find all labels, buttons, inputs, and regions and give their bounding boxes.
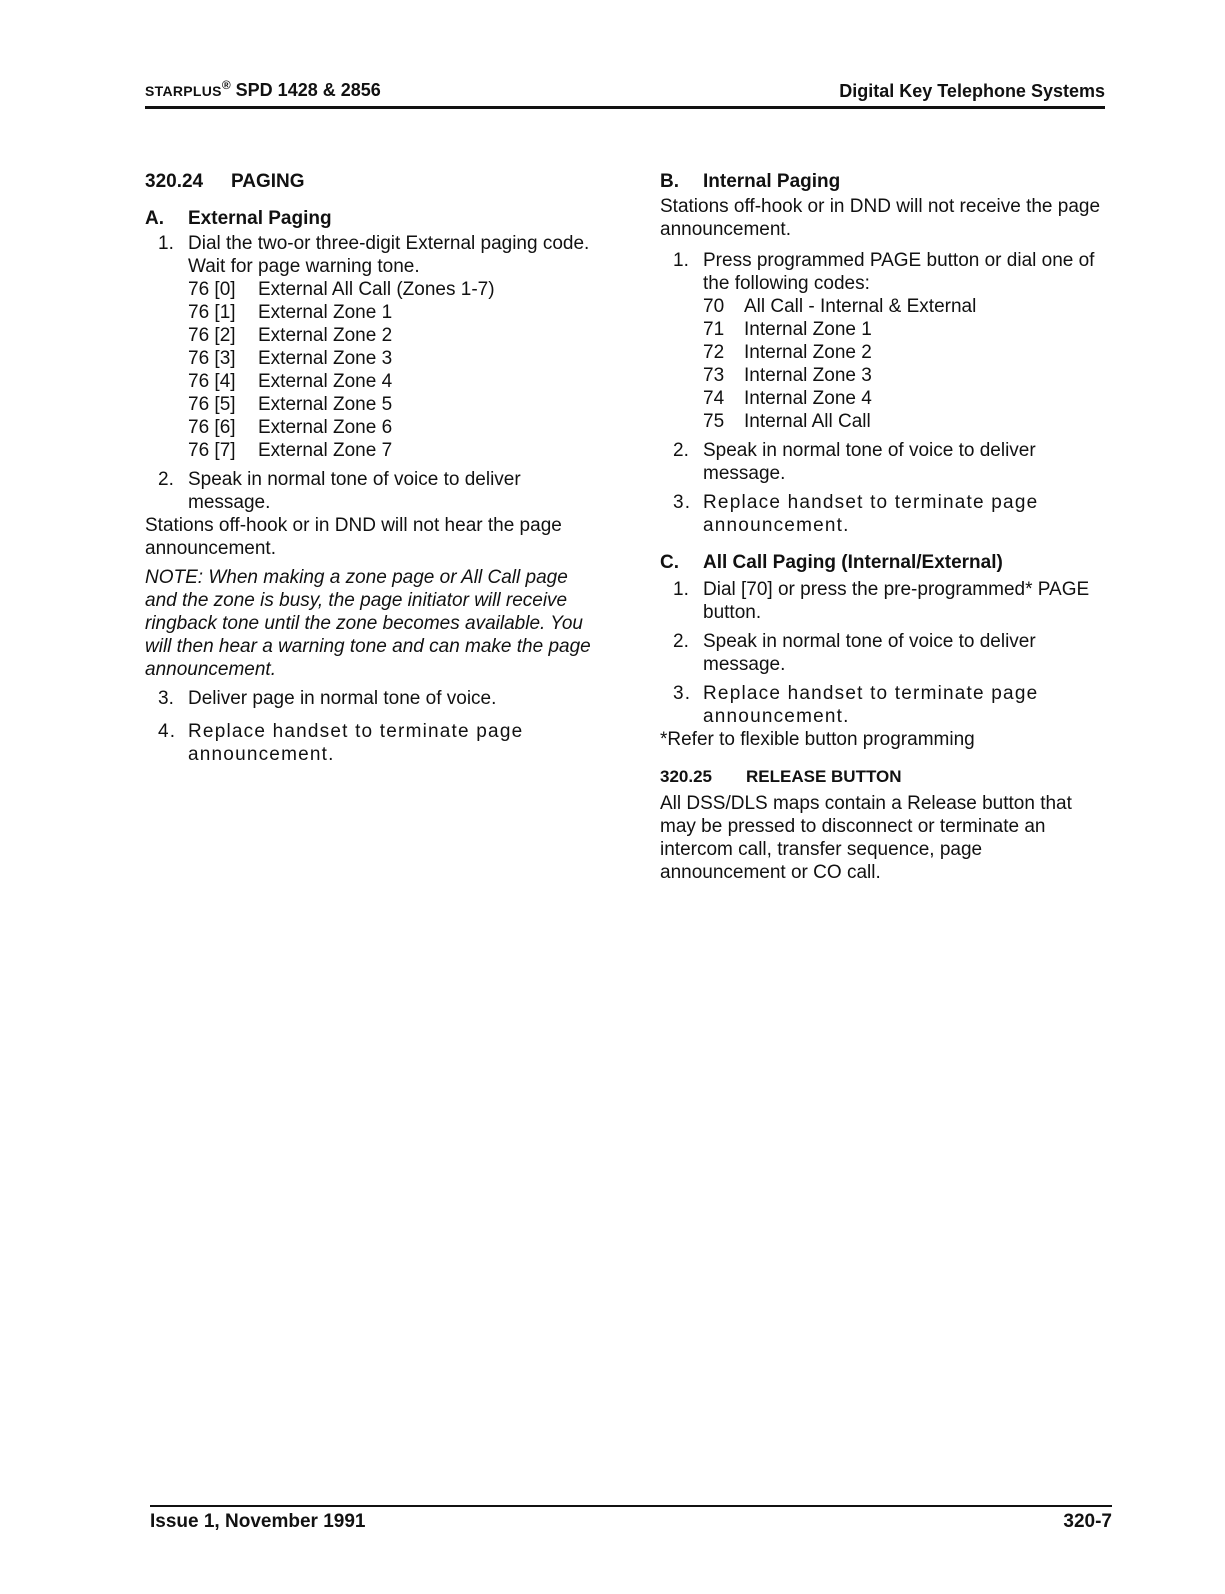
item-number: 1.: [158, 233, 174, 254]
list-item: [660, 491, 1106, 537]
footer-issue: Issue 1, November 1991: [150, 1511, 366, 1532]
section-heading-release: [660, 765, 1106, 788]
item-text: Replace handset to terminate page announcement.: [703, 492, 1039, 536]
section-number: 320.25: [660, 767, 712, 786]
code-row: [703, 341, 1106, 364]
stations-paragraph: Stations off-hook or in DND will not hear the page announcement.: [145, 515, 562, 559]
list-item: [660, 439, 1106, 485]
code-row: [703, 387, 1106, 410]
code-label: External Zone 4: [258, 371, 393, 392]
code-label: External All Call (Zones 1-7): [258, 279, 495, 300]
code-row: [188, 439, 593, 462]
code-label: Internal Zone 2: [744, 342, 872, 363]
item-number: 3.: [673, 683, 692, 704]
code-value: 72: [703, 342, 725, 363]
item-text: Replace handset to terminate page announcement.: [703, 683, 1039, 727]
code-label: Internal Zone 4: [744, 388, 872, 409]
subheading-letter: C.: [660, 552, 679, 573]
section-title: RELEASE BUTTON: [746, 767, 902, 786]
list-item: [145, 468, 593, 514]
item-number: 1.: [673, 579, 689, 600]
code-row: [188, 370, 593, 393]
header-model: SPD 1428 & 2856: [235, 80, 381, 100]
external-code-list: [188, 278, 593, 462]
item-number: 3.: [158, 688, 174, 709]
list-item: [660, 578, 1106, 624]
code-value: 76 [6]: [188, 417, 236, 438]
internal-intro: Stations off-hook or in DND will not receive the page announcement.: [660, 196, 1101, 240]
code-row: [188, 393, 593, 416]
code-label: Internal Zone 1: [744, 319, 872, 340]
section-number: 320.24: [145, 171, 204, 192]
code-row: [188, 347, 593, 370]
code-label: Internal Zone 3: [744, 365, 872, 386]
code-row: [703, 295, 1106, 318]
item-text: Speak in normal tone of voice to deliver message.: [188, 469, 521, 513]
footnote: *Refer to flexible button programming: [660, 729, 975, 750]
subheading-external-paging: [145, 207, 593, 230]
item-number: 1.: [673, 250, 689, 271]
code-value: 76 [5]: [188, 394, 236, 415]
code-label: External Zone 5: [258, 394, 393, 415]
item-number: 2.: [673, 631, 689, 652]
list-item: [660, 249, 1106, 433]
code-label: External Zone 2: [258, 325, 393, 346]
code-value: 76 [2]: [188, 325, 236, 346]
subheading-title: External Paging: [188, 208, 332, 229]
list-item: [145, 232, 593, 462]
registered-mark: ®: [221, 78, 231, 92]
code-label: External Zone 7: [258, 440, 393, 461]
subheading-letter: A.: [145, 208, 164, 229]
note-paragraph: NOTE: When making a zone page or All Call page and the zone is busy, the page initiator will receive ringback tone until the zone becomes available. You will then hear a warning tone and can make the page announcement.: [145, 567, 591, 680]
code-value: 74: [703, 388, 725, 409]
code-label: All Call - Internal & External: [744, 296, 977, 317]
code-row: [188, 324, 593, 347]
code-row: [703, 364, 1106, 387]
item-number: 4.: [158, 721, 177, 742]
code-value: 75: [703, 411, 725, 432]
right-column: [660, 170, 1106, 888]
left-column: [145, 170, 593, 772]
item-text: Deliver page in normal tone of voice.: [188, 688, 497, 709]
code-value: 73: [703, 365, 725, 386]
page-footer: [150, 1505, 1112, 1537]
code-value: 76 [4]: [188, 371, 236, 392]
code-value: 76 [7]: [188, 440, 236, 461]
code-row: [188, 416, 593, 439]
subheading-title: Internal Paging: [703, 171, 841, 192]
header-title: Digital Key Telephone Systems: [839, 81, 1105, 101]
list-item: [145, 687, 593, 710]
item-text: Press programmed PAGE button or dial one of the following codes:: [703, 250, 1095, 294]
item-text: Dial the two-or three-digit External paging code. Wait for page warning tone.: [188, 233, 590, 277]
list-item: [660, 682, 1106, 728]
item-number: 2.: [158, 469, 174, 490]
code-value: 71: [703, 319, 725, 340]
code-value: 76 [1]: [188, 302, 236, 323]
header-product: [145, 74, 381, 103]
section-heading-paging: [145, 170, 593, 193]
subheading-all-call-paging: [660, 551, 1106, 574]
subheading-letter: B.: [660, 171, 679, 192]
item-text: Dial [70] or press the pre-programmed* PAGE button.: [703, 579, 1090, 623]
section-title: PAGING: [231, 171, 305, 192]
item-text: Speak in normal tone of voice to deliver message.: [703, 631, 1036, 675]
item-text: Speak in normal tone of voice to deliver message.: [703, 440, 1036, 484]
list-item: [145, 720, 593, 766]
code-row: [703, 410, 1106, 433]
item-number: 3.: [673, 492, 692, 513]
internal-code-list: [703, 295, 1106, 433]
code-label: External Zone 6: [258, 417, 393, 438]
code-row: [188, 278, 593, 301]
release-paragraph: All DSS/DLS maps contain a Release button that may be pressed to disconnect or terminate an intercom call, transfer sequence, page announcement or CO call.: [660, 793, 1072, 883]
code-value: 70: [703, 296, 725, 317]
header-brand: STARPLUS: [145, 83, 222, 99]
subheading-internal-paging: [660, 170, 1106, 193]
page-header: [145, 78, 1105, 109]
item-text: Replace handset to terminate page announcement.: [188, 721, 524, 765]
code-label: Internal All Call: [744, 411, 871, 432]
subheading-title: All Call Paging (Internal/External): [703, 552, 1003, 573]
code-label: External Zone 1: [258, 302, 393, 323]
code-value: 76 [3]: [188, 348, 236, 369]
code-row: [703, 318, 1106, 341]
code-value: 76 [0]: [188, 279, 236, 300]
footer-page-number: 320-7: [1063, 1511, 1112, 1532]
code-label: External Zone 3: [258, 348, 393, 369]
item-number: 2.: [673, 440, 689, 461]
code-row: [188, 301, 593, 324]
list-item: [660, 630, 1106, 676]
